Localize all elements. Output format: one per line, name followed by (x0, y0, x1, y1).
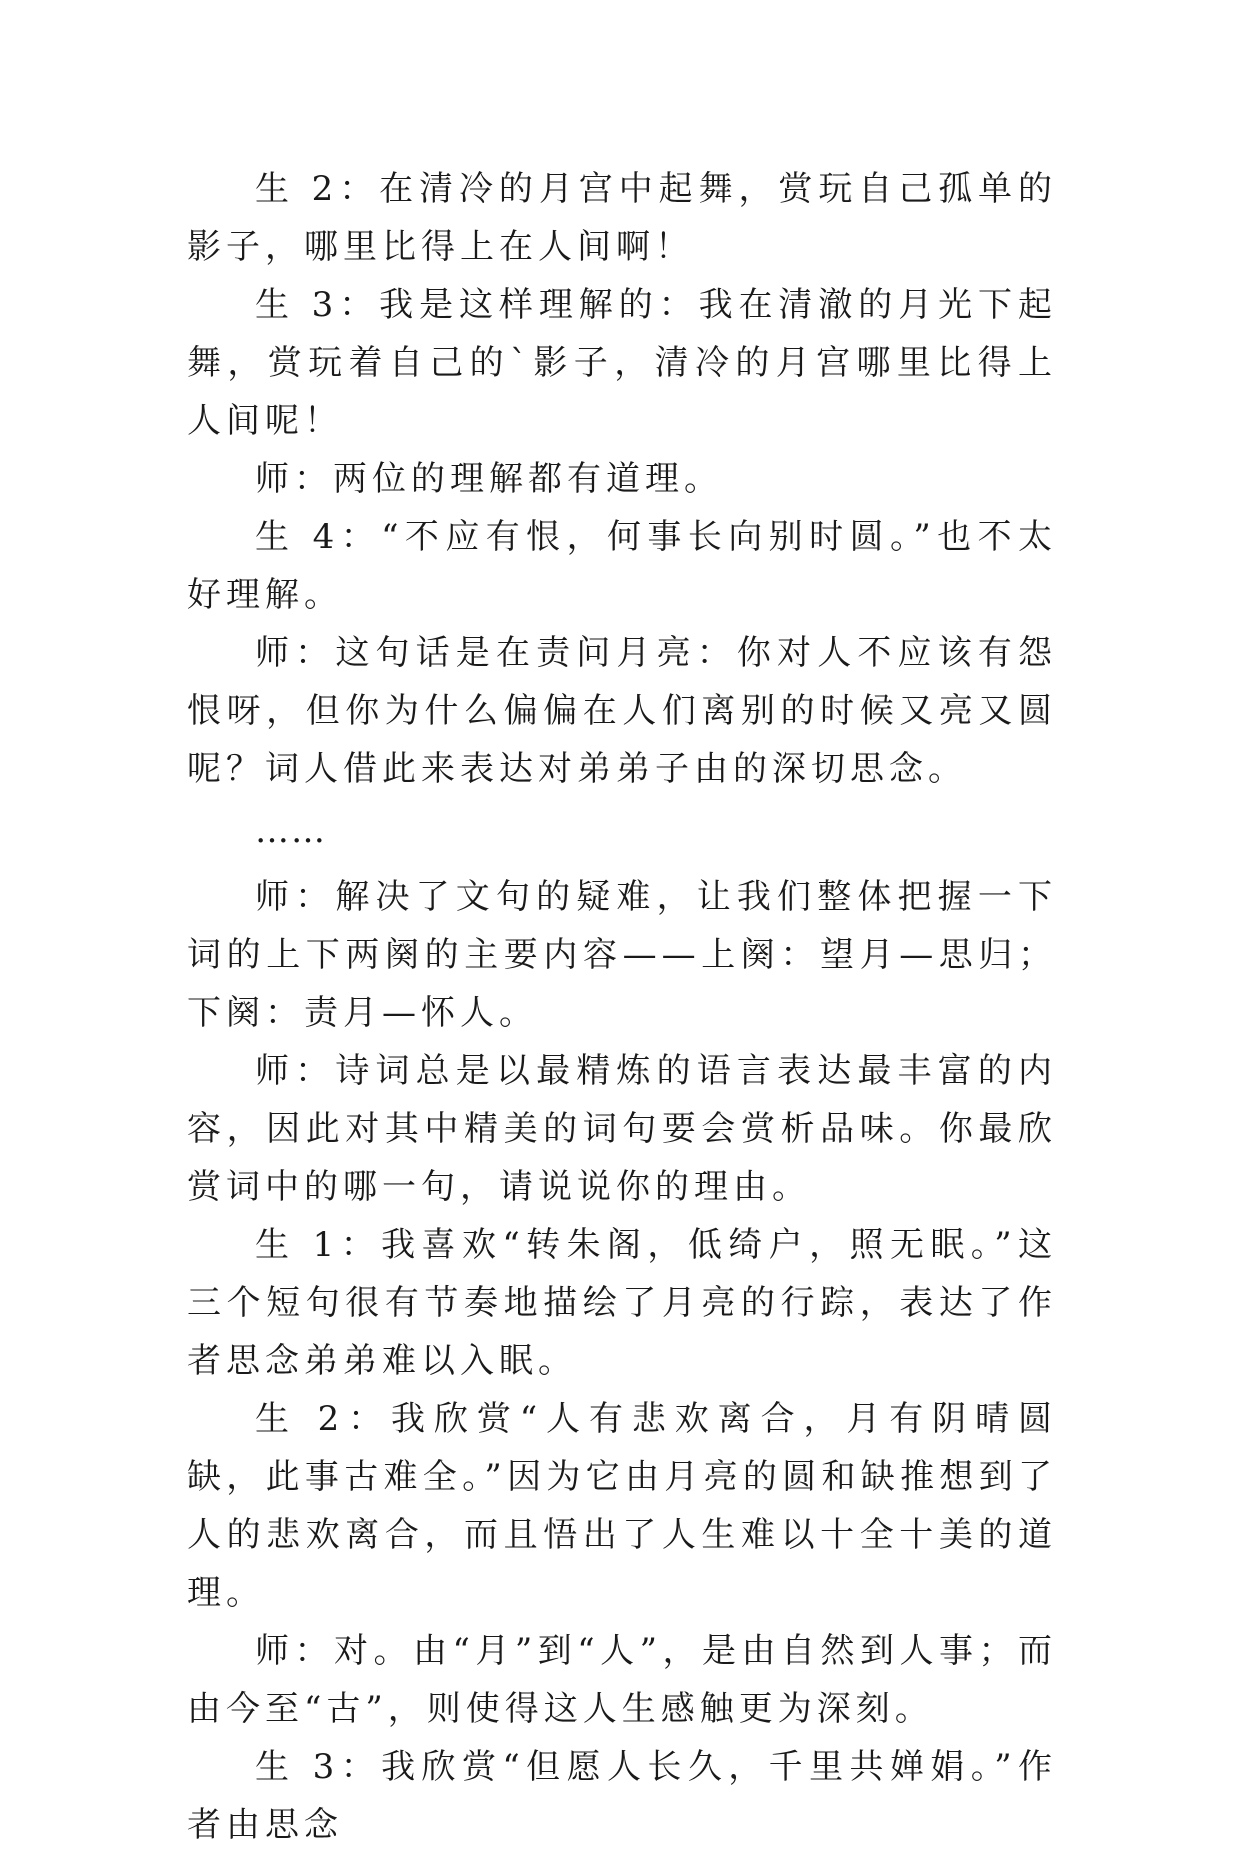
document-body (187, 160, 1057, 1854)
paragraph-teacher-explanation: 师：这句话是在责问月亮：你对人不应该有怨恨呀，但你为什么偏偏在人们离别的时候又亮又圆呢？词人借此来表达对弟弟子由的深切思念。 (187, 633, 1057, 789)
paragraph-student3-understanding: 生 3：我是这样理解的：我在清澈的月光下起舞，赏玩着自己的`影子，清冷的月宫哪里比得上人间呢！ (187, 285, 1057, 441)
paragraph-student1-favorite: 生 1：我喜欢“转朱阁，低绮户，照无眠。”这三个短句很有节奏地描绘了月亮的行踪，表达了作者思念弟弟难以入眠。 (187, 1225, 1057, 1381)
paragraph-teacher-comment: 师：对。由“月”到“人”，是由自然到人事；而由今至“古”，则使得这人生感触更为深刻。 (187, 1631, 1057, 1729)
paragraph-teacher-both-reasonable: 师：两位的理解都有道理。 (255, 459, 723, 499)
paragraph-student2-dance: 生 2：在清冷的月宫中起舞，赏玩自己孤单的影子，哪里比得上在人间啊！ (187, 169, 1057, 267)
paragraph-student3-favorite: 生 3：我欣赏“但愿人长久，千里共婵娟。”作者由思念 (187, 1747, 1057, 1845)
paragraph-student2-favorite: 生 2：我欣赏“人有悲欢离合，月有阴晴圆缺，此事古难全。”因为它由月亮的圆和缺推想到了人的悲欢离合，而且悟出了人生难以十全十美的道理。 (187, 1399, 1057, 1613)
paragraph-teacher-main-content: 师：解决了文句的疑难，让我们整体把握一下词的上下两阕的主要内容——上阕：望月—思归；下阕：责月—怀人。 (187, 877, 1057, 1033)
paragraph-ellipsis: …… (255, 811, 327, 851)
paragraph-teacher-appreciation-prompt: 师：诗词总是以最精炼的语言表达最丰富的内容，因此对其中精美的词句要会赏析品味。你最欣赏词中的哪一句，请说说你的理由。 (187, 1051, 1057, 1207)
paragraph-student4-question: 生 4：“不应有恨，何事长向别时圆。”也不太好理解。 (187, 517, 1057, 615)
